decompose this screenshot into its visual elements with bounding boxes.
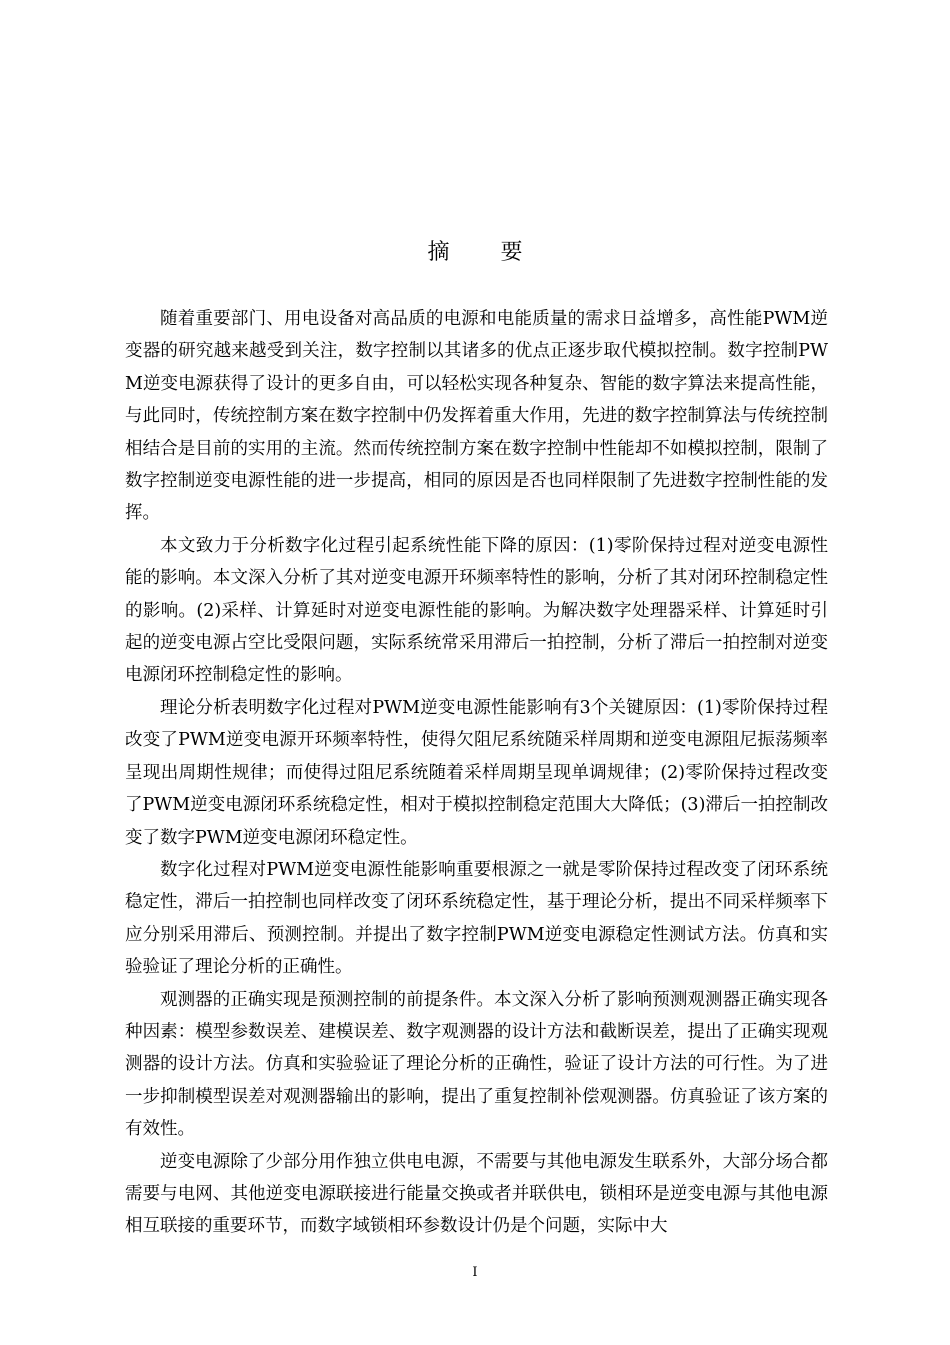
paragraph-1: 随着重要部门、用电设备对高品质的电源和电能质量的需求日益增多，高性能PWM逆变器的研究越来越受到关注，数字控制以其诸多的优点正逐步取代模拟控制。数字控制PWM逆变电源获得了设计的更多自由，可以轻松实现各种复杂、智能的数字算法来提高性能，与此同时，传统控制方案在数字控制中仍发挥着重大作用，先进的数字控制算法与传统控制相结合是目前的实用的主流。然而传统控制方案在数字控制中性能却不如模拟控制，限制了数字控制逆变电源性能的进一步提高，相同的原因是否也同样限制了先进数字控制性能的发挥。 — [125, 309, 828, 524]
page-number: I — [472, 1265, 478, 1280]
abstract-body — [125, 303, 828, 1243]
abstract-title: 摘 要 — [427, 240, 545, 265]
paragraph-2: 本文致力于分析数字化过程引起系统性能下降的原因：(1)零阶保持过程对逆变电源性能的影响。本文深入分析了其对逆变电源开环频率特性的影响，分析了其对闭环控制稳定性的影响。(2)采样、计算延时对逆变电源性能的影响。为解决数字处理器采样、计算延时引起的逆变电源占空比受限问题，实际系统常采用滞后一拍控制，分析了滞后一拍控制对逆变电源闭环控制稳定性的影响。 — [125, 535, 828, 686]
paragraph-5: 观测器的正确实现是预测控制的前提条件。本文深入分析了影响预测观测器正确实现各种因素：模型参数误差、建模误差、数字观测器的设计方法和截断误差，提出了正确实现观测器的设计方法。仿真和实验验证了理论分析的正确性，验证了设计方法的可行性。为了进一步抑制模型误差对观测器输出的影响，提出了重复控制补偿观测器。仿真验证了该方案的有效性。 — [125, 989, 828, 1140]
paragraph-6: 逆变电源除了少部分用作独立供电电源，不需要与其他电源发生联系外，大部分场合都需要与电网、其他逆变电源联接进行能量交换或者并联供电，锁相环是逆变电源与其他电源相互联接的重要环节，而数字域锁相环参数设计仍是个问题，实际中大 — [125, 1151, 828, 1237]
paragraph-3: 理论分析表明数字化过程对PWM逆变电源性能影响有3个关键原因：(1)零阶保持过程改变了PWM逆变电源开环频率特性，使得欠阻尼系统随采样周期和逆变电源阻尼振荡频率呈现出周期性规律；而使得过阻尼系统随着采样周期呈现单调规律；(2)零阶保持过程改变了PWM逆变电源闭环系统稳定性，相对于模拟控制稳定范围大大降低；(3)滞后一拍控制改变了数字PWM逆变电源闭环稳定性。 — [125, 697, 828, 848]
paragraph-4: 数字化过程对PWM逆变电源性能影响重要根源之一就是零阶保持过程改变了闭环系统稳定性，滞后一拍控制也同样改变了闭环系统稳定性，基于理论分析，提出不同采样频率下应分别采用滞后、预测控制。并提出了数字控制PWM逆变电源稳定性测试方法。仿真和实验验证了理论分析的正确性。 — [125, 859, 828, 978]
